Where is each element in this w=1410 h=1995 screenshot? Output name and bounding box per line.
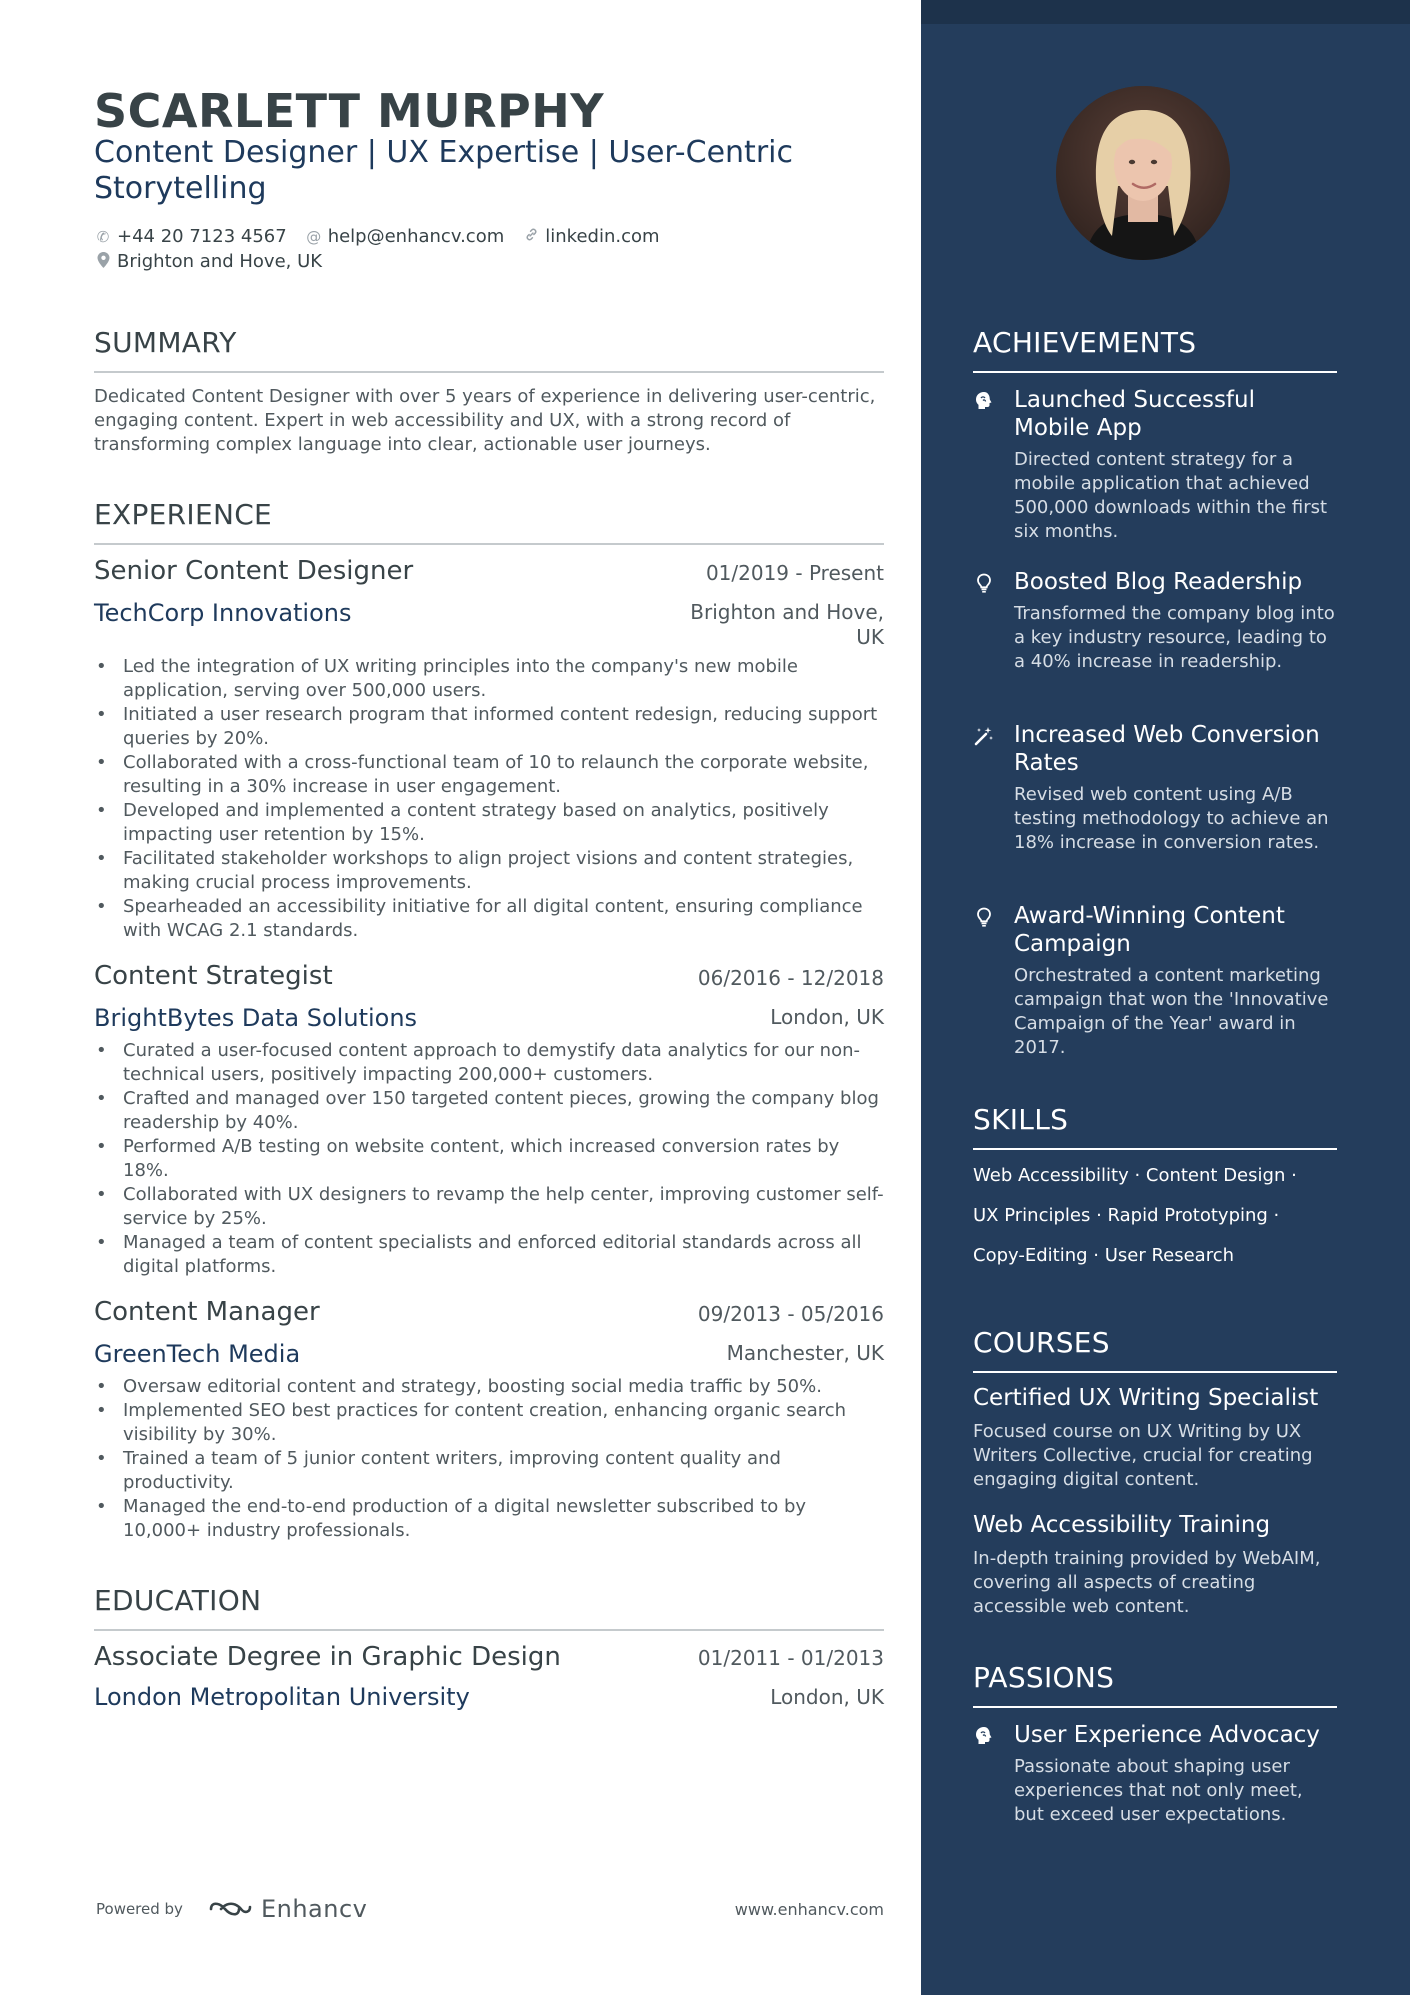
job-dates: 01/2019 - Present bbox=[705, 561, 884, 585]
list-item: • Implemented SEO best practices for content creation, enhancing organic search visibility by 30%. bbox=[94, 1399, 884, 1447]
list-item: • Oversaw editorial content and strategy, boosting social media traffic by 50%. bbox=[94, 1375, 884, 1399]
job-dates: 09/2013 - 05/2016 bbox=[697, 1302, 884, 1326]
achievement-title: Boosted Blog Readership bbox=[1014, 569, 1303, 595]
candidate-name: SCARLETT MURPHY bbox=[94, 84, 605, 138]
location-contact bbox=[94, 251, 322, 272]
sidebar bbox=[921, 0, 1410, 1995]
at-icon: @ bbox=[306, 227, 322, 246]
list-item: • Managed a team of content specialists and enforced editorial standards across all digital platforms. bbox=[94, 1231, 884, 1279]
course-desc: Focused course on UX Writing by UX Writers Collective, crucial for creating engaging digital content. bbox=[973, 1421, 1313, 1490]
powered-by-label: Powered by bbox=[96, 1900, 183, 1918]
summary-heading: SUMMARY bbox=[94, 326, 884, 373]
job-title: Content Manager bbox=[94, 1297, 320, 1327]
list-item: • Initiated a user research program that informed content redesign, reducing support queries by 20%. bbox=[94, 703, 884, 751]
phone-text: +44 20 7123 4567 bbox=[117, 226, 287, 247]
job-bullets bbox=[94, 1039, 884, 1279]
summary-text: Dedicated Content Designer with over 5 years of experience in delivering user-centric, engaging content. Expert in web accessibility and UX, with a strong record of transforming complex language into clear, actionable user journeys. bbox=[94, 386, 876, 455]
lightbulb-icon bbox=[973, 572, 995, 594]
skill-line: Web Accessibility · Content Design · bbox=[973, 1165, 1297, 1186]
achievement-title: Increased Web Conversion Rates bbox=[1014, 722, 1320, 776]
achievement-desc: Directed content strategy for a mobile application that achieved 500,000 downloads within the first six months. bbox=[1014, 449, 1328, 542]
lightbulb-icon bbox=[973, 906, 995, 928]
passions-heading: PASSIONS bbox=[973, 1661, 1337, 1708]
job-location: Manchester, UK bbox=[726, 1341, 884, 1365]
job-location-line2: UK bbox=[856, 625, 884, 649]
job-title: Senior Content Designer bbox=[94, 556, 414, 586]
link-icon bbox=[522, 227, 540, 246]
skills-heading: SKILLS bbox=[973, 1103, 1337, 1150]
company-name: TechCorp Innovations bbox=[94, 599, 352, 627]
course-title: Certified UX Writing Specialist bbox=[973, 1385, 1319, 1411]
achievement-item bbox=[973, 568, 1337, 674]
achievement-desc: Revised web content using A/B testing methodology to achieve an 18% increase in conversion rates. bbox=[1014, 784, 1329, 853]
job-dates: 06/2016 - 12/2018 bbox=[697, 966, 884, 990]
achievement-desc: Orchestrated a content marketing campaign that won the 'Innovative Campaign of the Year' award in 2017. bbox=[1014, 965, 1329, 1058]
course-desc: In-depth training provided by WebAIM, covering all aspects of creating accessible web content. bbox=[973, 1548, 1321, 1617]
enhancv-logo-icon bbox=[207, 1897, 253, 1921]
linkedin-text: linkedin.com bbox=[545, 226, 660, 247]
list-item: • Curated a user-focused content approach to demystify data analytics for our non-technical users, positively impacting 200,000+ customers. bbox=[94, 1039, 884, 1087]
company-name: GreenTech Media bbox=[94, 1340, 301, 1368]
education-heading: EDUCATION bbox=[94, 1584, 884, 1631]
achievement-title: Launched Successful Mobile App bbox=[1014, 387, 1255, 441]
linkedin-contact[interactable] bbox=[522, 226, 659, 247]
sidebar-top-band bbox=[921, 0, 1410, 24]
job-location-line1: Brighton and Hove, bbox=[690, 600, 884, 624]
headline: Content Designer | UX Expertise | User-Centric Storytelling bbox=[94, 135, 793, 206]
passion-desc: Passionate about shaping user experiences that not only meet, but exceed user expectations. bbox=[1014, 1756, 1303, 1825]
skill-line: Copy-Editing · User Research bbox=[973, 1245, 1235, 1266]
email-text: help@enhancv.com bbox=[327, 226, 505, 247]
education-dates: 01/2011 - 01/2013 bbox=[697, 1646, 884, 1670]
passion-item bbox=[973, 1721, 1337, 1827]
degree-title: Associate Degree in Graphic Design bbox=[94, 1642, 561, 1672]
achievement-item bbox=[973, 386, 1337, 544]
passion-title: User Experience Advocacy bbox=[1014, 1722, 1320, 1748]
list-item: • Collaborated with UX designers to revamp the help center, improving customer self-service by 25%. bbox=[94, 1183, 884, 1231]
enhancv-brand: Enhancv bbox=[260, 1895, 368, 1923]
achievement-item bbox=[973, 721, 1337, 855]
skill-line: UX Principles · Rapid Prototyping · bbox=[973, 1205, 1280, 1226]
profile-photo bbox=[1056, 86, 1230, 260]
achievement-desc: Transformed the company blog into a key industry resource, leading to a 40% increase in readership. bbox=[1014, 603, 1335, 672]
skills-list bbox=[973, 1156, 1337, 1276]
list-item: • Collaborated with a cross-functional team of 10 to relaunch the corporate website, resulting in a 30% increase in user engagement. bbox=[94, 751, 884, 799]
job-location: London, UK bbox=[770, 1005, 884, 1029]
job-location bbox=[690, 600, 884, 650]
achievements-heading: ACHIEVEMENTS bbox=[973, 326, 1337, 373]
list-item: • Facilitated stakeholder workshops to align project visions and content strategies, making crucial process improvements. bbox=[94, 847, 884, 895]
phone-icon: ✆ bbox=[96, 227, 110, 246]
list-item: • Developed and implemented a content strategy based on analytics, positively impacting user retention by 15%. bbox=[94, 799, 884, 847]
school-name: London Metropolitan University bbox=[94, 1683, 470, 1711]
list-item: • Performed A/B testing on website content, which increased conversion rates by 18%. bbox=[94, 1135, 884, 1183]
education-location: London, UK bbox=[770, 1685, 884, 1709]
job-bullets bbox=[94, 655, 884, 943]
contact-info bbox=[94, 224, 678, 274]
courses-heading: COURSES bbox=[973, 1326, 1337, 1373]
list-item: • Led the integration of UX writing principles into the company's new mobile application, serving over 500,000 users. bbox=[94, 655, 884, 703]
achievement-title: Award-Winning Content Campaign bbox=[1014, 903, 1285, 957]
list-item: • Crafted and managed over 150 targeted content pieces, growing the company blog readership by 40%. bbox=[94, 1087, 884, 1135]
location-pin-icon bbox=[94, 252, 112, 272]
location-text: Brighton and Hove, UK bbox=[117, 251, 323, 272]
list-item: • Managed the end-to-end production of a digital newsletter subscribed to by 10,000+ industry professionals. bbox=[94, 1495, 884, 1543]
company-name: BrightBytes Data Solutions bbox=[94, 1004, 418, 1032]
footer-url[interactable]: www.enhancv.com bbox=[734, 1900, 884, 1919]
experience-heading: EXPERIENCE bbox=[94, 498, 884, 545]
list-item: • Trained a team of 5 junior content writers, improving content quality and productivity. bbox=[94, 1447, 884, 1495]
course-title: Web Accessibility Training bbox=[973, 1512, 1271, 1538]
email-contact[interactable] bbox=[305, 226, 505, 247]
brain-icon bbox=[973, 1725, 995, 1747]
job-bullets bbox=[94, 1375, 884, 1543]
brain-icon bbox=[973, 390, 995, 412]
list-item: • Spearheaded an accessibility initiative for all digital content, ensuring compliance with WCAG 2.1 standards. bbox=[94, 895, 884, 943]
phone-contact[interactable] bbox=[94, 226, 287, 247]
powered-by[interactable] bbox=[96, 1895, 367, 1923]
achievement-item bbox=[973, 902, 1337, 1060]
job-title: Content Strategist bbox=[94, 961, 333, 991]
magic-wand-icon bbox=[973, 725, 995, 747]
